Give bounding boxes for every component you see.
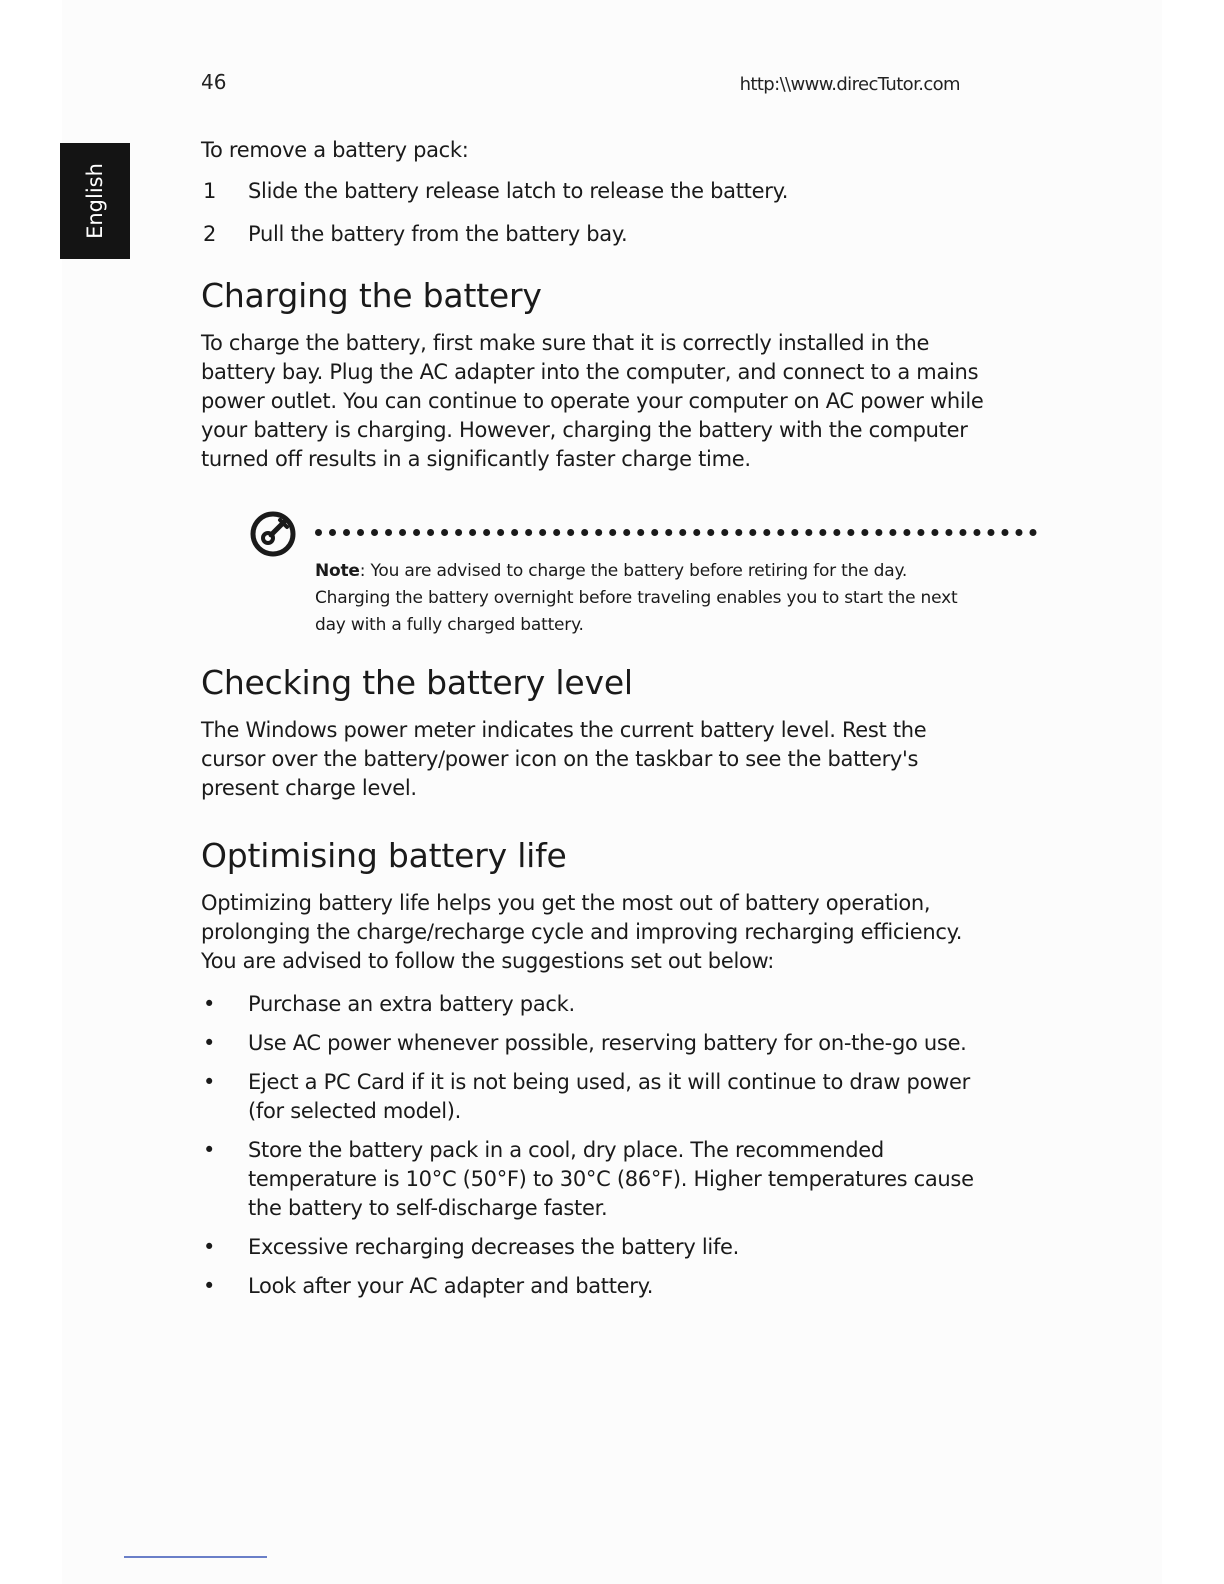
list-item (201, 1136, 991, 1223)
list-item (201, 1029, 991, 1058)
bullet: • (203, 1235, 216, 1259)
step-text: Slide the battery release latch to release the battery. (248, 179, 789, 203)
page-content (201, 136, 991, 1311)
tips-list (201, 990, 991, 1301)
note-body: : You are advised to charge the battery before retiring for the day. Charging the battery overnight before traveling enables you to start the next day with a fully charged battery. (315, 561, 958, 635)
note-text (315, 558, 975, 639)
charging-heading: Charging the battery (201, 276, 542, 315)
list-item-text: Use AC power whenever possible, reserving battery for on-the-go use. (248, 1031, 967, 1055)
optimising-body: Optimizing battery life helps you get the most out of battery operation, prolonging the charge/recharge cycle and improving recharging efficiency. You are advised to follow the suggestions set out below: (201, 891, 963, 973)
charging-body: To charge the battery, first make sure that it is correctly installed in the battery bay. Plug the AC adapter into the computer, and connect to a mains power outlet. You can continue to operate your computer on AC power while your battery is charging. However, charging the battery with the computer turned off results in a significantly faster charge time. (201, 331, 984, 471)
bullet: • (203, 992, 216, 1016)
step-number: 1 (203, 179, 217, 203)
optimising-heading: Optimising battery life (201, 836, 567, 875)
bullet: • (203, 1274, 216, 1298)
bullet: • (203, 1070, 216, 1094)
list-item (201, 1068, 991, 1126)
list-item (201, 1233, 991, 1262)
checking-heading: Checking the battery level (201, 663, 633, 702)
remove-step (201, 220, 991, 249)
note-label: Note (315, 561, 360, 581)
page-number: 46 (201, 70, 227, 94)
step-text: Pull the battery from the battery bay. (248, 222, 628, 246)
bullet: • (203, 1138, 216, 1162)
remove-step (201, 177, 991, 206)
list-item-text: Look after your AC adapter and battery. (248, 1274, 654, 1298)
note-divider (315, 529, 1037, 536)
list-item (201, 1272, 991, 1301)
list-item-text: Excessive recharging decreases the battery life. (248, 1235, 740, 1259)
note-box (249, 510, 991, 635)
step-number: 2 (203, 222, 217, 246)
language-tab-label: English (83, 163, 107, 239)
checking-body: The Windows power meter indicates the current battery level. Rest the cursor over the battery/power icon on the taskbar to see the battery's present charge level. (201, 718, 927, 800)
language-tab (60, 143, 130, 259)
note-icon (249, 510, 297, 558)
list-item-text: Eject a PC Card if it is not being used, as it will continue to draw power (for selected model). (248, 1070, 970, 1123)
remove-intro: To remove a battery pack: (201, 138, 469, 162)
header-url: http:\\www.direcTutor.com (739, 74, 960, 95)
list-item-text: Purchase an extra battery pack. (248, 992, 575, 1016)
footer-rule (124, 1556, 267, 1558)
bullet: • (203, 1031, 216, 1055)
list-item-text: Store the battery pack in a cool, dry place. The recommended temperature is 10°C (50°F) to 30°C (86°F). Higher temperatures cause the battery to self-discharge faster. (248, 1138, 974, 1220)
list-item (201, 990, 991, 1019)
